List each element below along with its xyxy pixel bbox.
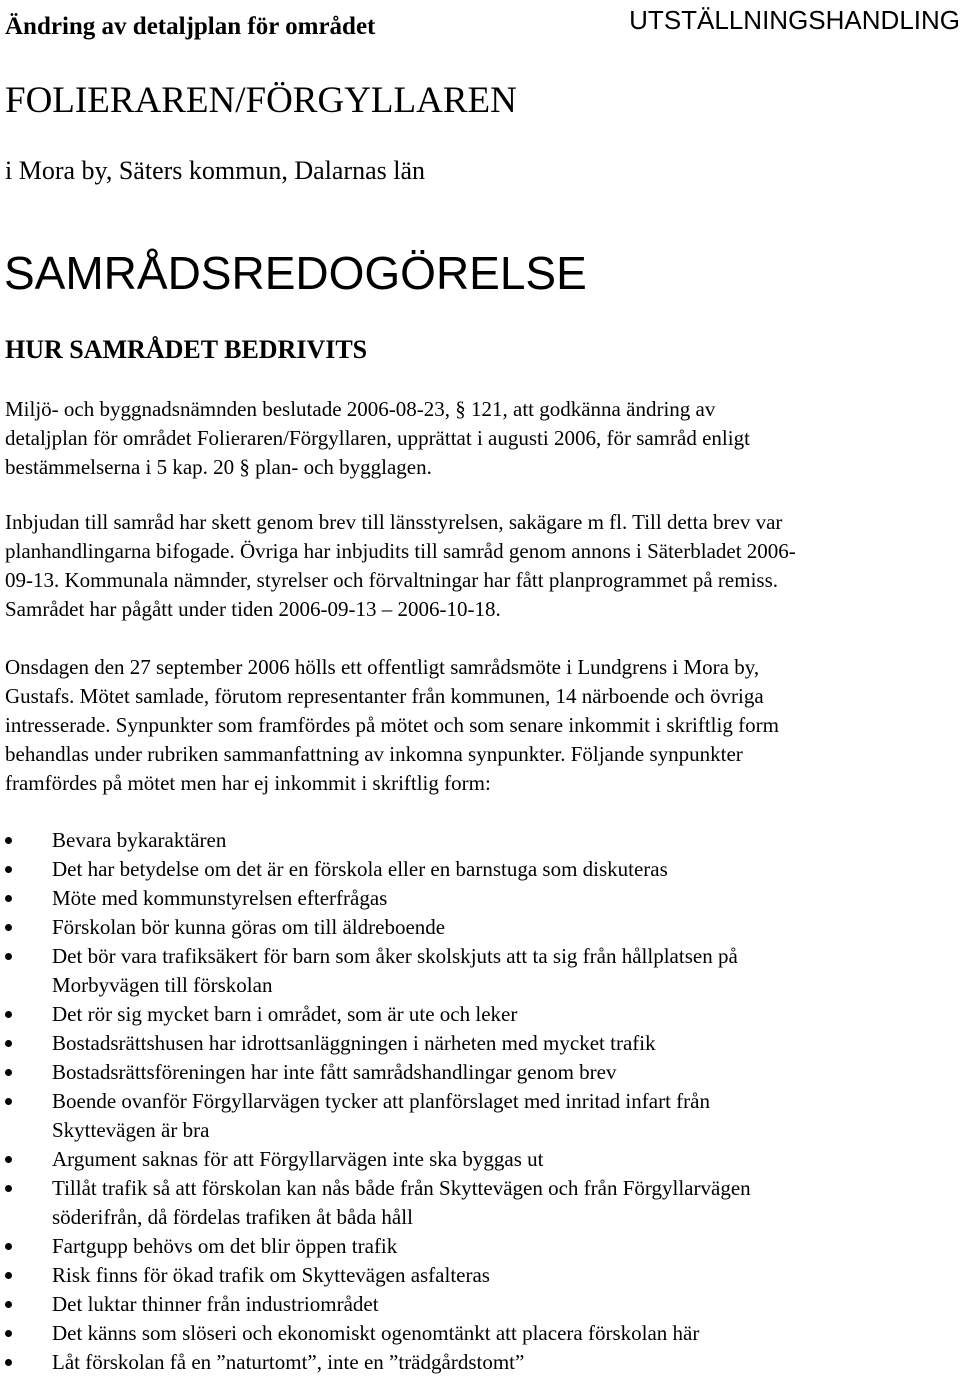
list-item-text: Skyttevägen är bra (52, 1118, 210, 1142)
list-item-text: Fartgupp behövs om det blir öppen trafik (52, 1234, 398, 1258)
paragraph-line: Onsdagen den 27 september 2006 hölls ett offentligt samrådsmöte i Lundgrens i Mora by, (5, 655, 760, 679)
list-item-text: Det luktar thinner från industriområdet (52, 1292, 379, 1316)
paragraph-line: planhandlingarna bifogade. Övriga har inbjudits till samråd genom annons i Säterbladet 2006- (5, 539, 796, 563)
list-item-text: Bostadsrättshusen har idrottsanläggningen i närheten med mycket trafik (52, 1031, 656, 1055)
bullet-icon (5, 1272, 12, 1279)
exhibition-document-label: UTSTÄLLNINGSHANDLING (629, 5, 960, 35)
list-item-text: Risk finns för ökad trafik om Skyttevägen asfalteras (52, 1263, 490, 1287)
list-item (0, 1000, 960, 1029)
list-item-text: Boende ovanför Förgyllarvägen tycker att planförslaget med inritad infart från (52, 1089, 710, 1113)
list-item (0, 1087, 960, 1145)
viewpoints-list (0, 826, 960, 1377)
paragraph-line: behandlas under rubriken sammanfattning av inkomna synpunkter. Följande synpunkter (5, 742, 743, 766)
paragraph-line: Samrådet har pågått under tiden 2006-09-13 – 2006-10-18. (5, 597, 501, 621)
list-item-text: Det rör sig mycket barn i området, som är ute och leker (52, 1002, 518, 1026)
list-item-text: Låt förskolan få en ”naturtomt”, inte en ”trädgårdstomt” (52, 1350, 525, 1374)
list-item (0, 884, 960, 913)
list-item-text: Förskolan bör kunna göras om till äldreboende (52, 915, 446, 939)
list-item-text: Morbyvägen till förskolan (52, 973, 273, 997)
bullet-icon (5, 837, 12, 844)
list-item-text: Bevara bykaraktären (52, 828, 227, 852)
bullet-icon (5, 1243, 12, 1250)
list-item-text: Det har betydelse om det är en förskola eller en barnstuga som diskuteras (52, 857, 668, 881)
paragraph-line: Inbjudan till samråd har skett genom brev till länsstyrelsen, sakägare m fl. Till detta brev var (5, 510, 783, 534)
list-item-text: söderifrån, då fördelas trafiken åt båda håll (52, 1205, 413, 1229)
list-item-text: Det bör vara trafiksäkert för barn som åker skolskjuts att ta sig från hållplatsen på (52, 944, 738, 968)
list-item (0, 1261, 960, 1290)
list-item (0, 1348, 960, 1377)
bullet-icon (5, 895, 12, 902)
bullet-icon (5, 1098, 12, 1105)
paragraph-line: bestämmelserna i 5 kap. 20 § plan- och bygglagen. (5, 455, 432, 479)
bullet-icon (5, 1156, 12, 1163)
location-line: i Mora by, Säters kommun, Dalarnas län (5, 156, 425, 185)
paragraph-line: detaljplan för området Folieraren/Förgyllaren, upprättat i augusti 2006, för samråd enligt (5, 426, 750, 450)
bullet-icon (5, 953, 12, 960)
paragraph-line: intresserade. Synpunkter som framfördes på mötet och som senare inkommit i skriftlig form (5, 713, 779, 737)
list-item (0, 1174, 960, 1232)
paragraph-invitation (5, 508, 955, 624)
list-item-text: Bostadsrättsföreningen har inte fått samrådshandlingar genom brev (52, 1060, 617, 1084)
paragraph-meeting (5, 653, 955, 798)
list-item-text: Tillåt trafik så att förskolan kan nås både från Skyttevägen och från Förgyllarvägen (52, 1176, 751, 1200)
paragraph-line: framfördes på mötet men har ej inkommit i skriftlig form: (5, 771, 491, 795)
bullet-icon (5, 1301, 12, 1308)
document-title: SAMRÅDSREDOGÖRELSE (4, 247, 587, 299)
project-name: FOLIERAREN/FÖRGYLLAREN (5, 80, 517, 121)
list-item-text: Det känns som slöseri och ekonomiskt ogenomtänkt att placera förskolan här (52, 1321, 700, 1345)
bullet-icon (5, 1011, 12, 1018)
list-item (0, 1290, 960, 1319)
document-header (0, 0, 960, 60)
list-item-text: Möte med kommunstyrelsen efterfrågas (52, 886, 388, 910)
paragraph-decision (5, 395, 955, 482)
list-item (0, 1319, 960, 1348)
list-item (0, 1232, 960, 1261)
list-item (0, 1145, 960, 1174)
list-item (0, 1029, 960, 1058)
bullet-icon (5, 1040, 12, 1047)
list-item-text: Argument saknas för att Förgyllarvägen inte ska byggas ut (52, 1147, 544, 1171)
paragraph-line: Gustafs. Mötet samlade, förutom representanter från kommunen, 14 närboende och övriga (5, 684, 764, 708)
list-item (0, 913, 960, 942)
bullet-icon (5, 1330, 12, 1337)
bullet-icon (5, 924, 12, 931)
bullet-icon (5, 866, 12, 873)
list-item (0, 942, 960, 1000)
list-item (0, 826, 960, 855)
plan-change-label: Ändring av detaljplan för området (5, 13, 376, 40)
list-item (0, 855, 960, 884)
bullet-icon (5, 1359, 12, 1366)
section-heading: HUR SAMRÅDET BEDRIVITS (5, 335, 368, 364)
paragraph-line: 09-13. Kommunala nämnder, styrelser och förvaltningar har fått planprogrammet på remiss. (5, 568, 779, 592)
list-item (0, 1058, 960, 1087)
bullet-icon (5, 1069, 12, 1076)
paragraph-line: Miljö- och byggnadsnämnden beslutade 2006-08-23, § 121, att godkänna ändring av (5, 397, 716, 421)
bullet-icon (5, 1185, 12, 1192)
